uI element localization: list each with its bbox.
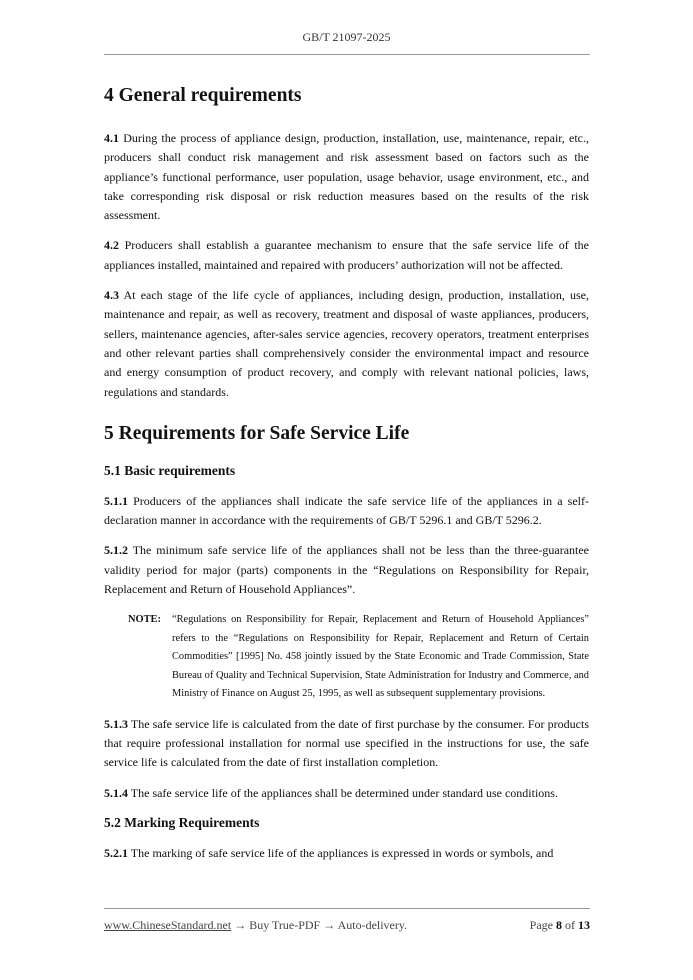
clause-4-2 xyxy=(104,236,589,275)
clause-number: 4.2 xyxy=(104,238,119,253)
clause-text: Producers of the appliances shall indicate the safe service life of the appliances in a self-declaration manner in accordance with the requirements of GB/T 5296.1 and GB/T 5296.2. xyxy=(104,493,589,528)
note-label: NOTE: xyxy=(128,614,161,626)
clause-number: 5.1.4 xyxy=(104,785,128,800)
note-block xyxy=(128,611,589,704)
promo-text: → Buy True-PDF → Auto-delivery. xyxy=(231,918,408,932)
clause-text: The minimum safe service life of the appliances shall not be less than the three-guarantee validity period for major (parts) components in the “Regulations on Responsibility for Repair, Replacement and Return of Household Appliances”. xyxy=(104,543,589,597)
clause-text: The safe service life is calculated from the date of first purchase by the consumer. For products that require professional installation for normal use specified in the instructions for use, the safe service life is calculated from the date of first installation completion. xyxy=(104,716,589,770)
clause-5-2-1 xyxy=(104,844,589,863)
clause-text: The safe service life of the appliances shall be determined under standard use conditions. xyxy=(128,785,558,800)
clause-number: 5.1.3 xyxy=(104,716,128,731)
page-content xyxy=(104,84,589,863)
page-prefix: Page xyxy=(529,918,556,932)
page-current: 8 xyxy=(556,918,562,932)
page-of: of xyxy=(562,918,578,932)
clause-text: During the process of appliance design, production, installation, use, maintenance, repair, etc., producers shall conduct risk management and risk assessment based on factors such as the appliance’s functional performance, user population, usage behavior, usage environment, etc., and take corresponding risk disposal or risk reduction measures based on the results of the risk assessment. xyxy=(104,131,589,223)
footer-promo xyxy=(104,918,407,933)
clause-5-1-1 xyxy=(104,492,589,531)
clause-5-1-4 xyxy=(104,784,589,803)
clause-number: 4.3 xyxy=(104,288,119,303)
clause-text: At each stage of the life cycle of appliances, including design, production, installation, use, maintenance and repair, as well as recovery, treatment and disposal of waste appliances, producers, sellers, maintenance agencies, after-sales service agencies, recovery operators, treatment enterprises and other relevant parties shall comprehensively consider the environmental impact and resource and energy consumption of product recovery, and comply with relevant national policies, laws, regulations and standards. xyxy=(104,288,589,399)
page-footer xyxy=(104,918,590,933)
clause-5-1-3 xyxy=(104,715,589,773)
clause-4-3 xyxy=(104,286,589,402)
clause-text: Producers shall establish a guarantee mechanism to ensure that the safe service life of the appliances installed, maintained and repaired with producers’ authorization will not be affected. xyxy=(104,238,589,272)
clause-text: The marking of safe service life of the appliances is expressed in words or symbols, and xyxy=(128,846,554,861)
page-header: GB/T 21097-2025 xyxy=(302,30,391,44)
header-divider xyxy=(104,54,590,55)
clause-5-1-2 xyxy=(104,541,589,599)
section-5-heading: 5 Requirements for Safe Service Life xyxy=(104,422,410,444)
subsection-5-1-heading: 5.1 Basic requirements xyxy=(104,462,236,478)
page-number xyxy=(530,918,590,933)
clause-4-1 xyxy=(104,129,589,225)
page-total: 13 xyxy=(578,918,590,932)
note-text: “Regulations on Responsibility for Repair, Replacement and Return of Household Appliances” refers to the “Regulations on Responsibility for Repair, Replacement and Return of Certain Commodities” [1995] No. 458 jointly issued by the State Economic and Trade Commission, State Bureau of Quality and Technical Supervision, State Administration for Industry and Commerce, and Ministry of Finance on August 25, 1995, as well as subsequent supplementary provisions. xyxy=(172,614,589,700)
clause-number: 5.1.2 xyxy=(104,543,128,558)
section-4-heading: 4 General requirements xyxy=(104,85,302,106)
clause-number: 4.1 xyxy=(104,131,119,145)
site-link[interactable]: www.ChineseStandard.net xyxy=(104,918,232,932)
clause-number: 5.2.1 xyxy=(104,846,128,861)
footer-divider xyxy=(104,908,590,909)
subsection-5-2-heading: 5.2 Marking Requirements xyxy=(104,815,260,831)
clause-number: 5.1.1 xyxy=(104,493,128,508)
